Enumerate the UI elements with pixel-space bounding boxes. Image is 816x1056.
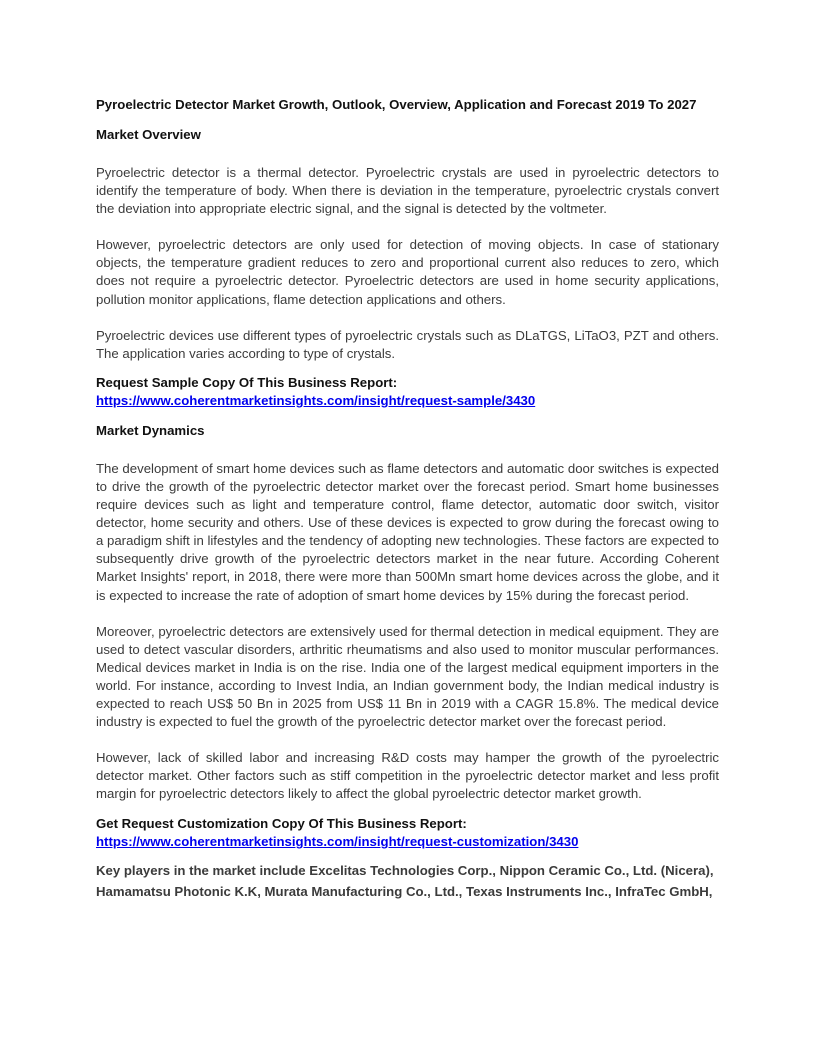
overview-paragraph: Pyroelectric detector is a thermal detector. Pyroelectric crystals are used in pyroelectric detectors to identify the temperature of body. When there is deviation in the temperature, pyroelectric crystals convert the deviation into appropriate electric signal, and the signal is detected by the voltmeter. (96, 165, 719, 217)
document-page (96, 96, 719, 902)
customization-request-link[interactable]: https://www.coherentmarketinsights.com/insight/request-customization/3430 (96, 834, 579, 850)
customization-request-label: Get Request Customization Copy Of This Business Report: (96, 816, 467, 832)
document-title: Pyroelectric Detector Market Growth, Outlook, Overview, Application and Forecast 2019 To 2027 (96, 97, 697, 112)
dynamics-paragraph: The development of smart home devices such as flame detectors and automatic door switches is expected to drive the growth of the pyroelectric detector market over the forecast period. Smart home businesses require devices such as light and temperature control, flame detector, automatic door switch, visitor detector, home security and others. Use of these devices is expected to grow during the forecast owing to a paradigm shift in lifestyles and the tendency of adopting new technologies. These factors are expected to subsequently drive growth of the pyroelectric detectors market in the near future. According Coherent Market Insights' report, in 2018, there were more than 500Mn smart home devices across the globe, and it is expected to increase the rate of adoption of smart home devices by 15% during the forecast period. (96, 460, 719, 603)
overview-paragraph: Pyroelectric devices use different types of pyroelectric crystals such as DLaTGS, LiTaO3, PZT and others. The application varies according to type of crystals. (96, 327, 719, 361)
overview-paragraph: However, pyroelectric detectors are only used for detection of moving objects. In case of stationary objects, the temperature gradient reduces to zero and proportional current also reduces to zero, which does not require a pyroelectric detector. Pyroelectric detectors are used in home security applications, pollution monitor applications, flame detection applications and others. (96, 237, 719, 307)
market-overview-heading: Market Overview (96, 127, 201, 142)
dynamics-paragraph: However, lack of skilled labor and increasing R&D costs may hamper the growth of the pyroelectric detector market. Other factors such as stiff competition in the pyroelectric detector market and less profit margin for pyroelectric detectors likely to affect the global pyroelectric detector market growth. (96, 750, 719, 802)
dynamics-paragraph: Moreover, pyroelectric detectors are extensively used for thermal detection in medical equipment. They are used to detect vascular disorders, arthritic rheumatisms and also used to monitor muscular performances. Medical devices market in India is on the rise. India one of the largest medical equipment importers in the world. For instance, according to Invest India, an Indian government body, the Indian medical industry is expected to reach US$ 50 Bn in 2025 from US$ 11 Bn in 2019 with a CAGR 15.8%. The medical device industry is expected to fuel the growth of the pyroelectric detector market over the forecast period. (96, 623, 719, 730)
key-players-text: Key players in the market include Excelitas Technologies Corp., Nippon Ceramic Co., Ltd. (Nicera), Hamamatsu Photonic K.K, Murata Manufacturing Co., Ltd., Texas Instruments Inc., InfraTec GmbH, (96, 863, 714, 900)
sample-request-label: Request Sample Copy Of This Business Report: (96, 374, 398, 390)
market-dynamics-heading: Market Dynamics (96, 422, 205, 438)
sample-request-link[interactable]: https://www.coherentmarketinsights.com/insight/request-sample/3430 (96, 392, 536, 408)
